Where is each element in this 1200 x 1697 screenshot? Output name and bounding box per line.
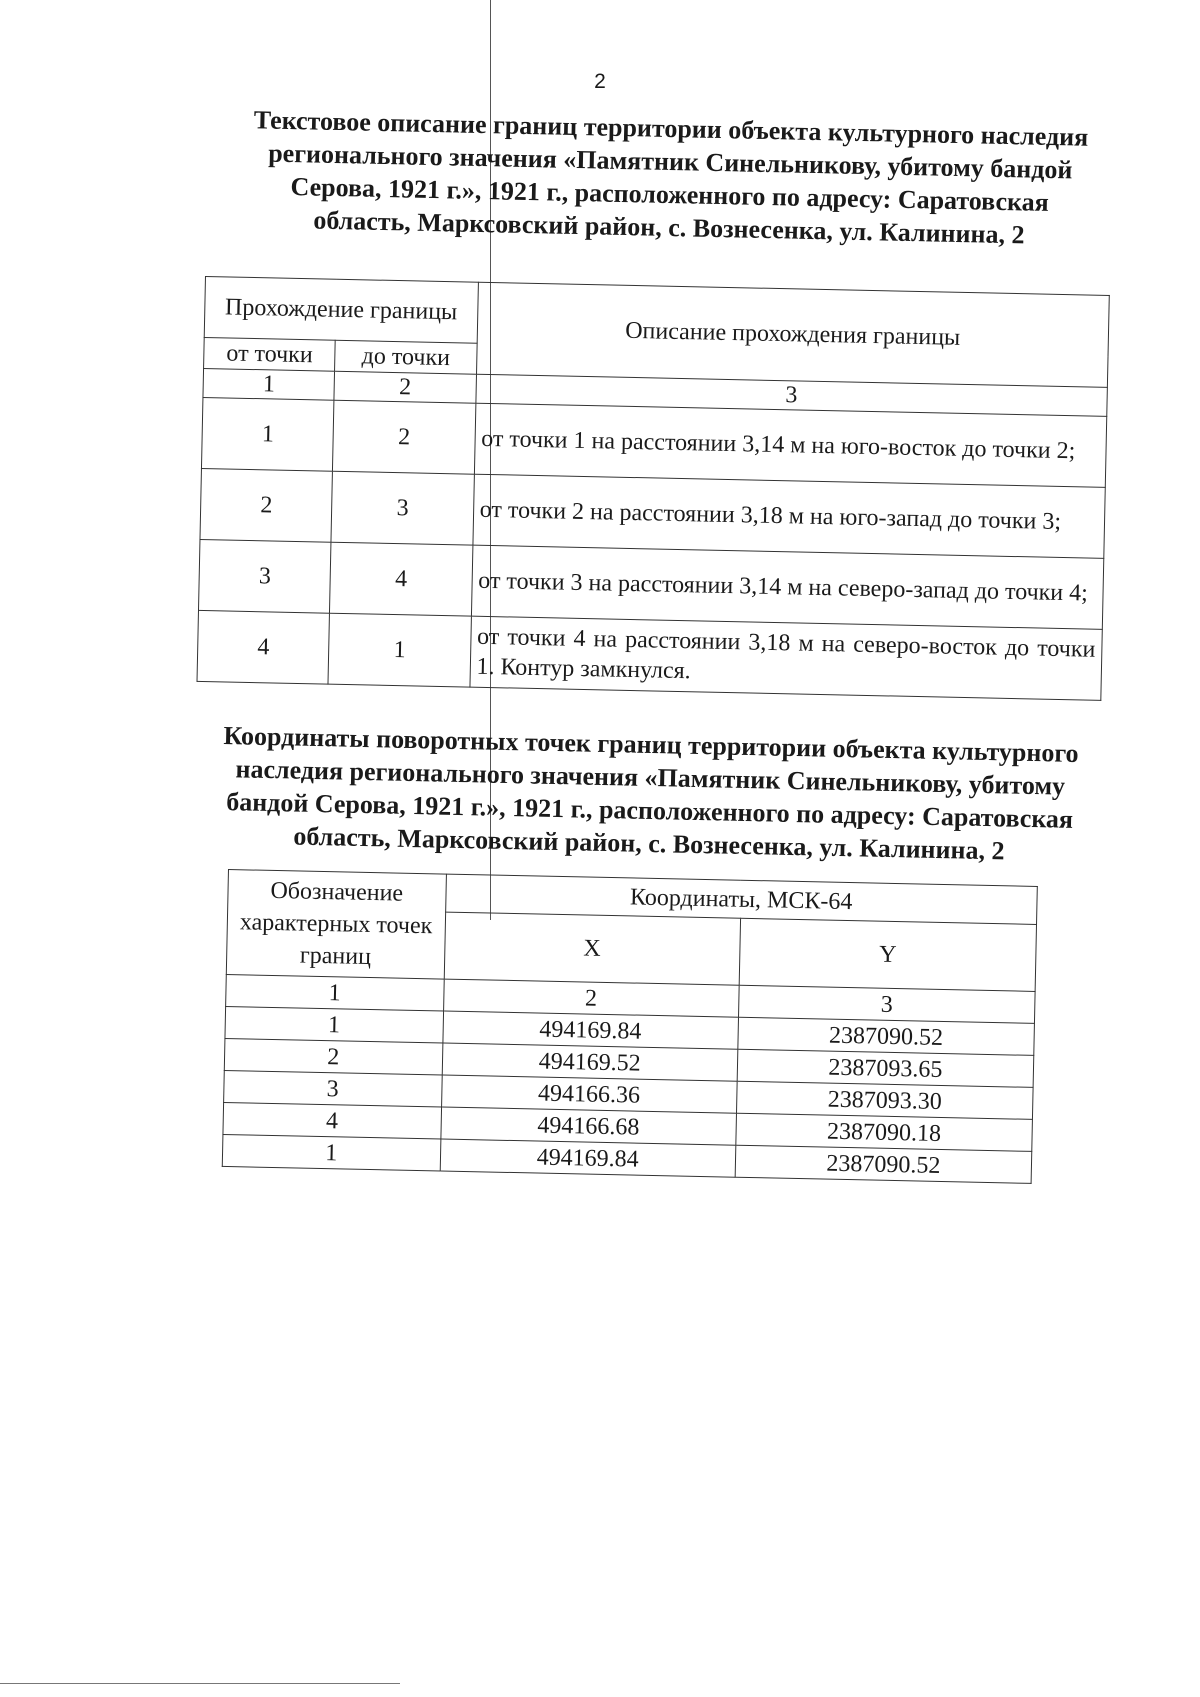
description-cell: от точки 2 на расстоянии 3,18 м на юго-запад до точки 3; <box>473 474 1106 558</box>
to-cell: 2 <box>333 400 476 474</box>
y-cell: 2387093.30 <box>736 1081 1033 1119</box>
header-point-designation: Обозначение характерных точек границ <box>226 870 446 980</box>
description-cell: от точки 1 на расстоянии 3,14 м на юго-восток до точки 2; <box>474 403 1107 487</box>
index-cell: 1 <box>226 974 444 1011</box>
index-cell: 3 <box>476 374 1108 416</box>
scan-artifact <box>0 1683 400 1684</box>
heading-line: Текстовое описание границ территории объекта культурного наследия <box>253 105 1089 152</box>
point-cell: 3 <box>224 1070 442 1107</box>
page-number: 2 <box>594 70 606 93</box>
description-cell: от точки 4 на расстоянии 3,18 м на северо-восток до точки 1. Контур замкнулся. <box>470 616 1103 700</box>
from-cell: 2 <box>200 468 333 542</box>
heading-line: бандой Серова, 1921 г.», 1921 г., расположенного по адресу: Саратовская <box>225 787 1074 834</box>
from-cell: 1 <box>201 397 334 471</box>
x-cell: 494169.84 <box>442 1011 738 1049</box>
y-cell: 2387090.52 <box>735 1145 1032 1183</box>
to-cell: 4 <box>330 542 473 616</box>
to-cell: 1 <box>328 613 471 687</box>
point-cell: 2 <box>224 1038 442 1075</box>
boundary-description-table <box>196 276 1109 701</box>
y-cell: 2387093.65 <box>737 1049 1034 1087</box>
heading-line: область, Марксовский район, с. Вознесенка, ул. Калинина, 2 <box>293 821 1005 866</box>
y-cell: 2387090.52 <box>738 1017 1035 1055</box>
section-heading-boundary-description <box>199 102 1142 254</box>
point-cell: 1 <box>222 1134 440 1171</box>
header-coordinates-system: Координаты, МСК-64 <box>445 874 1037 925</box>
header-boundary-passage: Прохождение границы <box>204 277 478 344</box>
point-cell: 1 <box>225 1006 443 1043</box>
index-cell: 3 <box>738 985 1035 1023</box>
point-cell: 4 <box>223 1102 441 1139</box>
x-cell: 494166.36 <box>441 1075 737 1113</box>
section-heading-coordinates <box>169 718 1132 870</box>
from-cell: 3 <box>198 539 331 613</box>
index-cell: 2 <box>334 371 476 403</box>
header-x: X <box>444 912 741 985</box>
x-cell: 494169.52 <box>442 1043 738 1081</box>
x-cell: 494169.84 <box>440 1139 736 1177</box>
heading-line: регионального значения «Памятник Синельникову, убитому бандой <box>267 138 1073 185</box>
coordinates-table <box>222 869 1038 1184</box>
heading-line: область, Марксовский район, с. Вознесенка, ул. Калинина, 2 <box>313 205 1025 250</box>
index-cell: 2 <box>443 979 739 1017</box>
from-cell: 4 <box>197 610 330 684</box>
header-from-point: от точки <box>204 337 336 371</box>
description-cell: от точки 3 на расстоянии 3,14 м на северо-запад до точки 4; <box>471 545 1104 629</box>
heading-line: Координаты поворотных точек границ территории объекта культурного <box>223 721 1079 768</box>
x-cell: 494166.68 <box>440 1107 736 1145</box>
index-cell: 1 <box>203 368 335 400</box>
header-description: Описание прохождения границы <box>476 282 1109 387</box>
header-to-point: до точки <box>335 340 477 374</box>
heading-line: Серова, 1921 г.», 1921 г., расположенного по адресу: Саратовская <box>290 172 1050 217</box>
to-cell: 3 <box>331 471 474 545</box>
y-cell: 2387090.18 <box>736 1113 1033 1151</box>
heading-line: наследия регионального значения «Памятник Синельникову, убитому <box>235 754 1066 801</box>
header-y: Y <box>739 919 1036 992</box>
